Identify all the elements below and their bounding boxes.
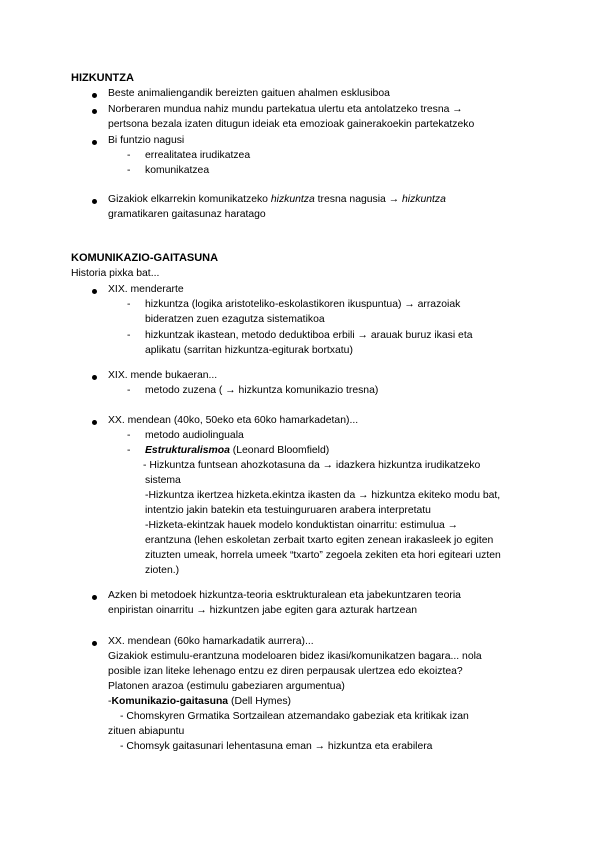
sub-list-item: hizkuntza (logika aristoteliko-eskolastikoren ikuspuntua) → arrazoiak	[145, 299, 461, 310]
dash-marker: -	[127, 385, 131, 396]
sub-list-item: Estrukturalismoa (Leonard Bloomfield)	[145, 445, 330, 456]
dash-marker: -	[127, 430, 131, 441]
list-item: Beste animaliengandik bereizten gaituen ahalmen esklusiboa	[108, 88, 390, 99]
list-item: Gizakiok elkarrekin komunikatzeko hizkuntza tresna nagusia → hizkuntza	[108, 194, 446, 205]
paragraph-line: - Chomsyk gaitasunari lehentasuna eman → hizkuntza eta erabilera	[120, 741, 433, 752]
intro-text: Historia pixka bat...	[71, 268, 160, 279]
detail-line: intentzio jakin batekin eta testuinguruaren arabera interpretatu	[145, 505, 431, 516]
list-item: XIX. mende bukaeran...	[108, 370, 218, 381]
dash-marker: -	[127, 445, 131, 456]
list-item: XX. mendean (40ko, 50eko eta 60ko hamarkadetan)...	[108, 415, 359, 426]
detail-line: zituzten umeak, horrela umeek “txarto” zegoela zekiten eta hori egiteari uzten	[145, 550, 501, 561]
sub-list-item: metodo audiolinguala	[145, 430, 244, 441]
sub-list-item: errealitatea irudikatzea	[145, 150, 251, 161]
bullet	[92, 375, 97, 380]
bullet	[92, 641, 97, 646]
bullet	[92, 109, 97, 114]
sub-list-item-continuation: aplikatu (sarritan hizkuntza-egiturak bortxatu)	[145, 345, 353, 356]
list-item-continuation: gramatikaren gaitasunaz haratago	[108, 209, 266, 220]
dash-marker: -	[127, 165, 131, 176]
bullet	[92, 420, 97, 425]
detail-line: zioten.)	[145, 565, 180, 576]
bullet	[92, 199, 97, 204]
section-title-komunikazio-gaitasuna: KOMUNIKAZIO-GAITASUNA	[71, 252, 219, 264]
detail-line: -Hizketa-ekintzak hauek modelo konduktistan oinarritu: estimulua →	[145, 520, 459, 531]
bullet	[92, 595, 97, 600]
bullet	[92, 289, 97, 294]
sub-list-item: hizkuntzak ikastean, metodo deduktiboa erbili → arauak buruz ikasi eta	[145, 330, 473, 341]
paragraph-line: Gizakiok estimulu-erantzuna modeloaren bidez ikasi/komunikatzen bagara... nola	[108, 651, 482, 662]
bullet	[92, 140, 97, 145]
paragraph-line: -Komunikazio-gaitasuna (Dell Hymes)	[108, 696, 292, 707]
detail-line: sistema	[145, 475, 181, 486]
list-item: XIX. menderarte	[108, 284, 184, 295]
list-item-continuation: enpiristan oinarritu → hizkuntzen jabe egiten gara azturak hartzean	[108, 605, 418, 616]
sub-list-item: metodo zuzena ( → hizkuntza komunikazio tresna)	[145, 385, 379, 396]
paragraph-line: Platonen arazoa (estimulu gabeziaren argumentua)	[108, 681, 345, 692]
detail-line: erantzuna (lehen eskoletan zerbait txarto egiten zenean irakasleek jo egiten	[145, 535, 494, 546]
dash-marker: -	[127, 330, 131, 341]
sub-list-item: komunikatzea	[145, 165, 210, 176]
list-item: XX. mendean (60ko hamarkadatik aurrera)...	[108, 636, 314, 647]
section-title-hizkuntza: HIZKUNTZA	[71, 72, 134, 84]
bullet	[92, 93, 97, 98]
detail-line: -Hizkuntza ikertzea hizketa.ekintza ikasten da → hizkuntza ekiteko modu bat,	[145, 490, 501, 501]
list-item: Bi funtzio nagusi	[108, 135, 185, 146]
dash-marker: -	[127, 150, 131, 161]
detail-line: - Hizkuntza funtsean ahozkotasuna da → idazkera hizkuntza irudikatzeko	[143, 460, 481, 471]
sub-list-item-continuation: bideratzen zuen ezagutza sistematikoa	[145, 314, 325, 325]
list-item-continuation: pertsona bezala izaten ditugun ideiak eta emozioak gainerakoekin partekatzeko	[108, 119, 475, 130]
list-item: Azken bi metodoek hizkuntza-teoria esktrukturalean eta jabekuntzaren teoria	[108, 590, 461, 601]
list-item: Norberaren mundua nahiz mundu partekatua ulertu eta antolatzeko tresna →	[108, 104, 463, 115]
dash-marker: -	[127, 299, 131, 310]
paragraph-line: - Chomskyren Grmatika Sortzailean atzemandako gabeziak eta kritikak izan	[120, 711, 469, 722]
paragraph-line: zituen abiapuntu	[108, 726, 185, 737]
paragraph-line: posible izan liteke lehenago entzu ez diren perpausak ulertzea edo ekoiztea?	[108, 666, 463, 677]
